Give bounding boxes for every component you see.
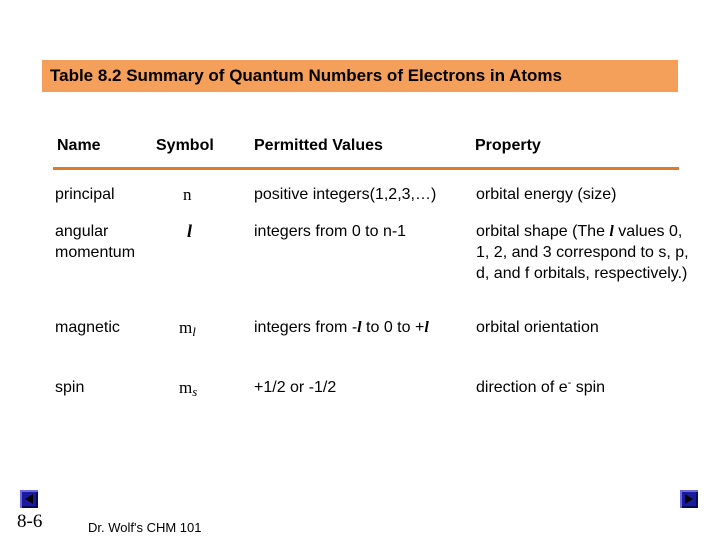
row-angular-symbol: l xyxy=(187,221,193,241)
header-name: Name xyxy=(57,137,101,154)
row-magnetic-values-l2: l xyxy=(424,319,429,336)
row-magnetic-name: magnetic xyxy=(55,319,120,336)
row-magnetic-property: orbital orientation xyxy=(476,319,599,336)
row-magnetic-symbol-sub: l xyxy=(192,324,196,339)
header-property: Property xyxy=(475,137,541,154)
row-spin-property-sup: - xyxy=(567,377,572,389)
row-angular-name-line2: momentum xyxy=(55,244,136,261)
row-spin-property-pre: direction of e xyxy=(476,379,568,396)
row-magnetic-values-pre: integers from - xyxy=(254,319,358,336)
row-angular-name xyxy=(55,221,135,263)
row-principal-property: orbital energy (size) xyxy=(476,186,617,203)
row-angular-property xyxy=(476,221,700,284)
row-magnetic-symbol-base: m xyxy=(179,318,193,337)
footer-text: Dr. Wolf's CHM 101 xyxy=(88,520,202,535)
triangle-right-icon xyxy=(680,490,698,508)
row-spin-symbol xyxy=(179,377,197,399)
row-spin-symbol-sub: s xyxy=(192,384,198,399)
row-angular-name-line1: angular xyxy=(55,223,109,240)
row-magnetic-symbol xyxy=(179,317,196,339)
table-title: Table 8.2 Summary of Quantum Numbers of Electrons in Atoms xyxy=(50,66,562,85)
prev-slide-button[interactable] xyxy=(20,490,38,508)
row-spin-name: spin xyxy=(55,379,85,396)
row-spin-values: +1/2 or -1/2 xyxy=(254,379,337,396)
row-angular-property-l: l xyxy=(609,223,614,240)
row-principal-symbol: n xyxy=(183,185,192,204)
row-magnetic-values xyxy=(254,317,429,338)
row-spin-property-post: spin xyxy=(571,379,606,396)
row-angular-values: integers from 0 to n-1 xyxy=(254,223,407,240)
row-magnetic-values-mid: to 0 to + xyxy=(361,319,425,336)
row-principal-values: positive integers(1,2,3,…) xyxy=(254,186,437,203)
next-slide-button[interactable] xyxy=(680,490,698,508)
title-bar xyxy=(42,60,678,92)
triangle-left-icon xyxy=(20,490,38,508)
row-spin-property xyxy=(476,377,605,400)
header-divider xyxy=(53,167,679,170)
row-spin-symbol-base: m xyxy=(179,378,193,397)
slide-number: 8-6 xyxy=(17,511,43,532)
header-symbol: Symbol xyxy=(156,137,214,154)
row-principal-name: principal xyxy=(55,186,115,203)
row-angular-property-pre: orbital shape (The xyxy=(476,223,610,240)
row-angular-property-post: values 0, 1, 2, and 3 correspond to s, p, d, and f orbitals, respectively.) xyxy=(476,223,689,282)
header-permitted-values: Permitted Values xyxy=(254,137,383,154)
row-magnetic-values-l1: l xyxy=(357,319,362,336)
